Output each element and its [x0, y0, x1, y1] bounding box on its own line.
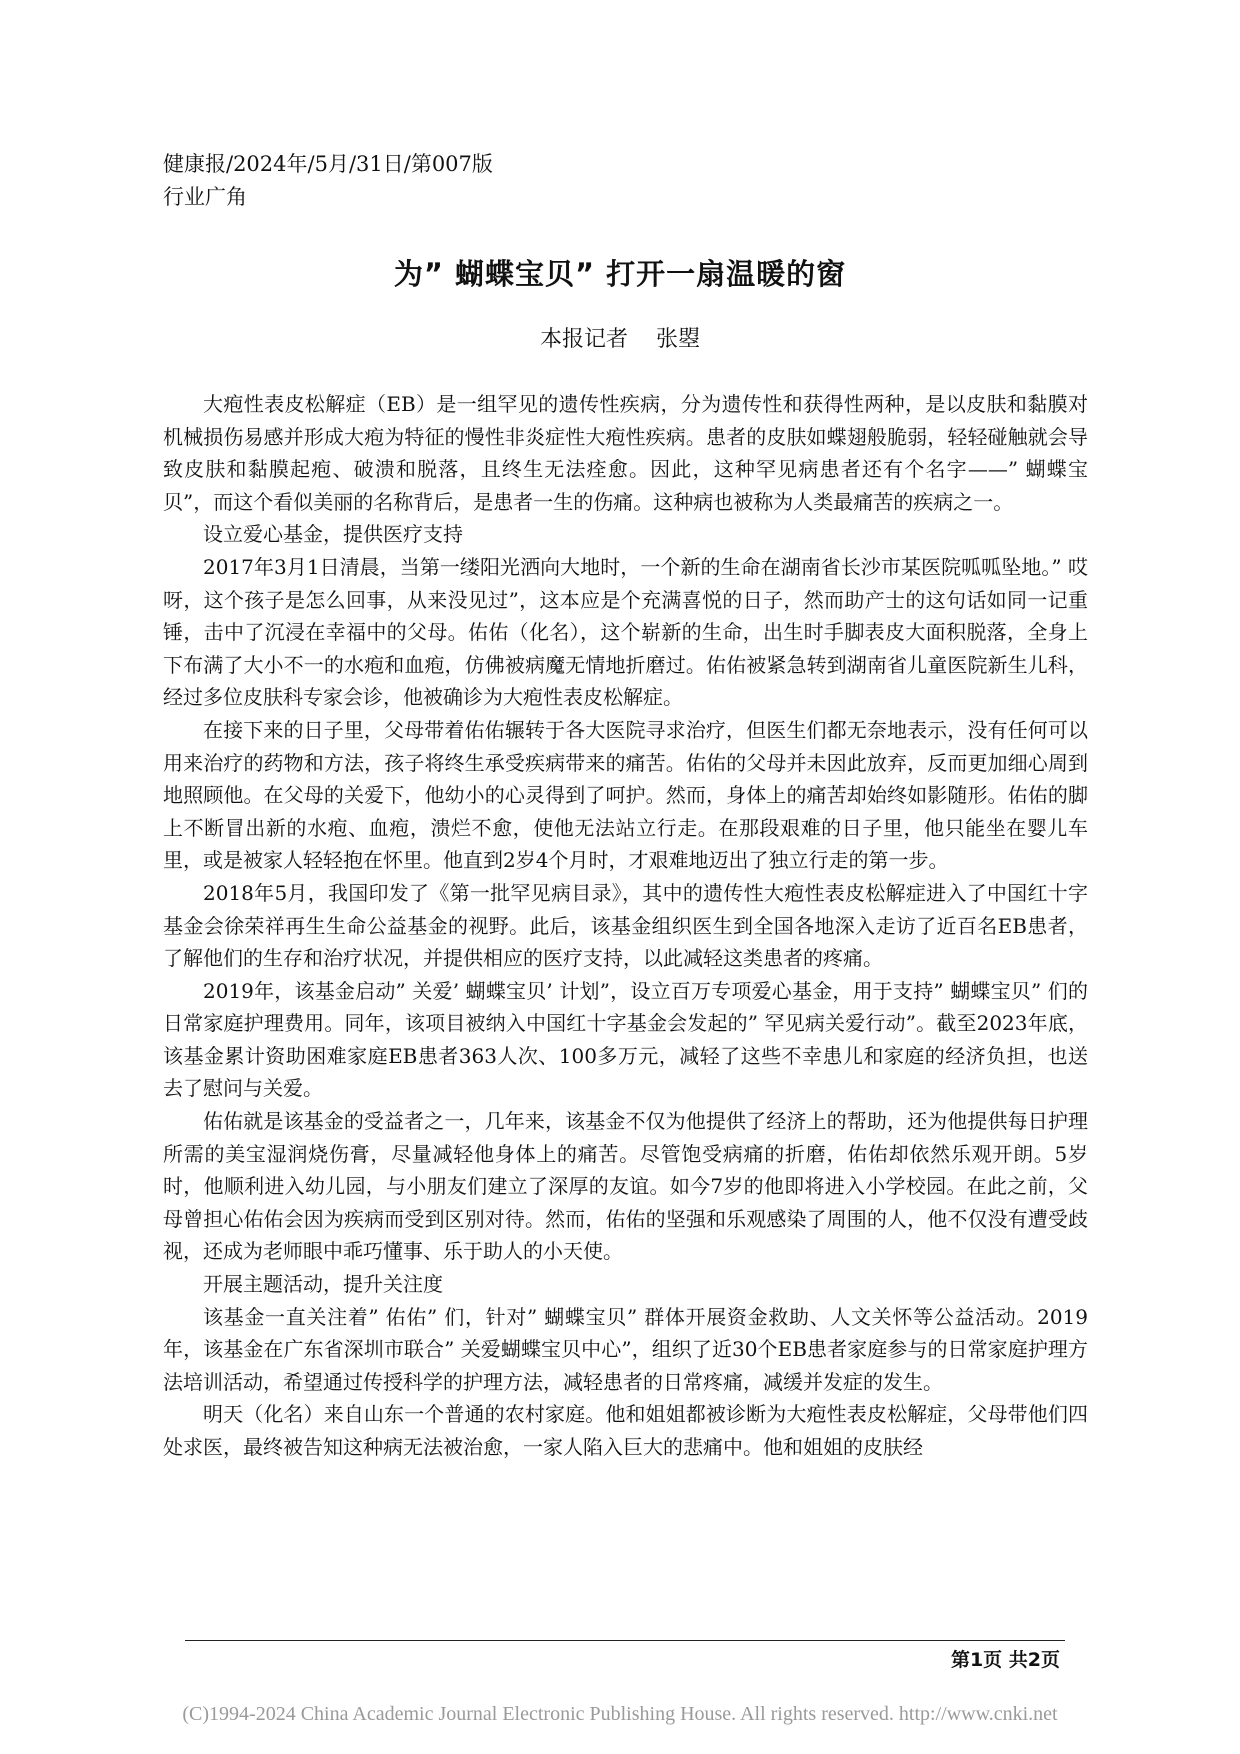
- page-number: 第1页 共2页: [950, 1649, 1060, 1671]
- article-title: 为” 蝴蝶宝贝” 打开一扇温暖的窗: [393, 257, 847, 291]
- footer-divider: [185, 1640, 1065, 1641]
- paragraph: 2018年5月，我国印发了《第一批罕见病目录》，其中的遗传性大疱性表皮松解症进入了中国红十字基金会徐荣祥再生生命公益基金的视野。此后，该基金组织医生到全国各地深入走访了近百名EB患者，了解他们的生存和治疗状况，并提供相应的医疗支持，以此减轻这类患者的疼痛。: [163, 880, 1088, 971]
- paragraph: 2019年，该基金启动” 关爱’ 蝴蝶宝贝’ 计划”，设立百万专项爱心基金，用于支持” 蝴蝶宝贝” 们的日常家庭护理费用。同年，该项目被纳入中国红十字基金会发起的” 罕见病关爱行动”。截至2023年底，该基金累计资助困难家庭EB患者363人次、100多万元，减轻了这些不幸患儿和家庭的经济负担，也送去了慰问与关爱。: [163, 978, 1088, 1101]
- article-meta: [163, 148, 493, 214]
- article-body: [163, 388, 1088, 1464]
- paragraph: 佑佑就是该基金的受益者之一，几年来，该基金不仅为他提供了经济上的帮助，还为他提供每日护理所需的美宝湿润烧伤膏，尽量减轻他身体上的痛苦。尽管饱受病痛的折磨，佑佑却依然乐观开朗。5岁时，他顺利进入幼儿园，与小朋友们建立了深厚的友谊。如今7岁的他即将进入小学校园。在此之前，父母曾担心佑佑会因为疾病而受到区别对待。然而，佑佑的坚强和乐观感染了周围的人，他不仅没有遭受歧视，还成为老师眼中乖巧懂事、乐于助人的小天使。: [163, 1109, 1088, 1264]
- paragraph: 该基金一直关注着” 佑佑” 们，针对” 蝴蝶宝贝” 群体开展资金救助、人文关怀等公益活动。2019年，该基金在广东省深圳市联合” 关爱蝴蝶宝贝中心”，组织了近30个EB患者家庭参与的日常家庭护理方法培训活动，希望通过传授科学的护理方法，减轻患者的日常疼痛，减缓并发症的发生。: [163, 1304, 1088, 1394]
- paragraph: 在接下来的日子里，父母带着佑佑辗转于各大医院寻求治疗，但医生们都无奈地表示，没有任何可以用来治疗的药物和方法，孩子将终生承受疾病带来的痛苦。佑佑的父母并未因此放弃，反而更加细心周到地照顾他。在父母的关爱下，他幼小的心灵得到了呵护。然而，身体上的痛苦却始终如影随形。佑佑的脚上不断冒出新的水疱、血疱，溃烂不愈，使他无法站立行走。在那段艰难的日子里，他只能坐在婴儿车里，或是被家人轻轻抱在怀里。他直到2岁4个月时，才艰难地迈出了独立行走的第一步。: [163, 717, 1088, 873]
- section-heading: 开展主题活动，提升关注度: [203, 1272, 443, 1297]
- byline: 本报记者 张曌: [540, 327, 700, 352]
- paragraph: 大疱性表皮松解症（EB）是一组罕见的遗传性疾病，分为遗传性和获得性两种，是以皮肤和黏膜对机械损伤易感并形成大疱为特征的慢性非炎症性大疱性疾病。患者的皮肤如蝶翅般脆弱，轻轻碰触就会导致皮肤和黏膜起疱、破溃和脱落，且终生无法痊愈。因此，这种罕见病患者还有个名字——” 蝴蝶宝贝”，而这个看似美丽的名称背后，是患者一生的伤痛。这种病也被称为人类最痛苦的疾病之一。: [163, 392, 1088, 514]
- paragraph: 2017年3月1日清晨，当第一缕阳光洒向大地时，一个新的生命在湖南省长沙市某医院呱呱坠地。” 哎呀，这个孩子是怎么回事，从来没见过”，这本应是个充满喜悦的日子，然而助产士的这句话如同一记重锤，击中了沉浸在幸福中的父母。佑佑（化名），这个崭新的生命，出生时手脚表皮大面积脱落，全身上下布满了大小不一的水疱和血疱，仿佛被病魔无情地折磨过。佑佑被紧急转到湖南省儿童医院新生儿科，经过多位皮肤科专家会诊，他被确诊为大疱性表皮松解症。: [163, 554, 1088, 710]
- column-name: 行业广角: [163, 185, 247, 209]
- paragraph: 明天（化名）来自山东一个普通的农村家庭。他和姐姐都被诊断为大疱性表皮松解症，父母带他们四处求医，最终被告知这种病无法被治愈，一家人陷入巨大的悲痛中。他和姐姐的皮肤经: [163, 1402, 1088, 1459]
- section-heading: 设立爱心基金，提供医疗支持: [203, 522, 463, 547]
- source-line: 健康报/2024年/5月/31日/第007版: [163, 152, 493, 176]
- copyright-notice: (C)1994-2024 China Academic Journal Electronic Publishing House. All rights reserved. http://www.cnki.net: [182, 1703, 1058, 1725]
